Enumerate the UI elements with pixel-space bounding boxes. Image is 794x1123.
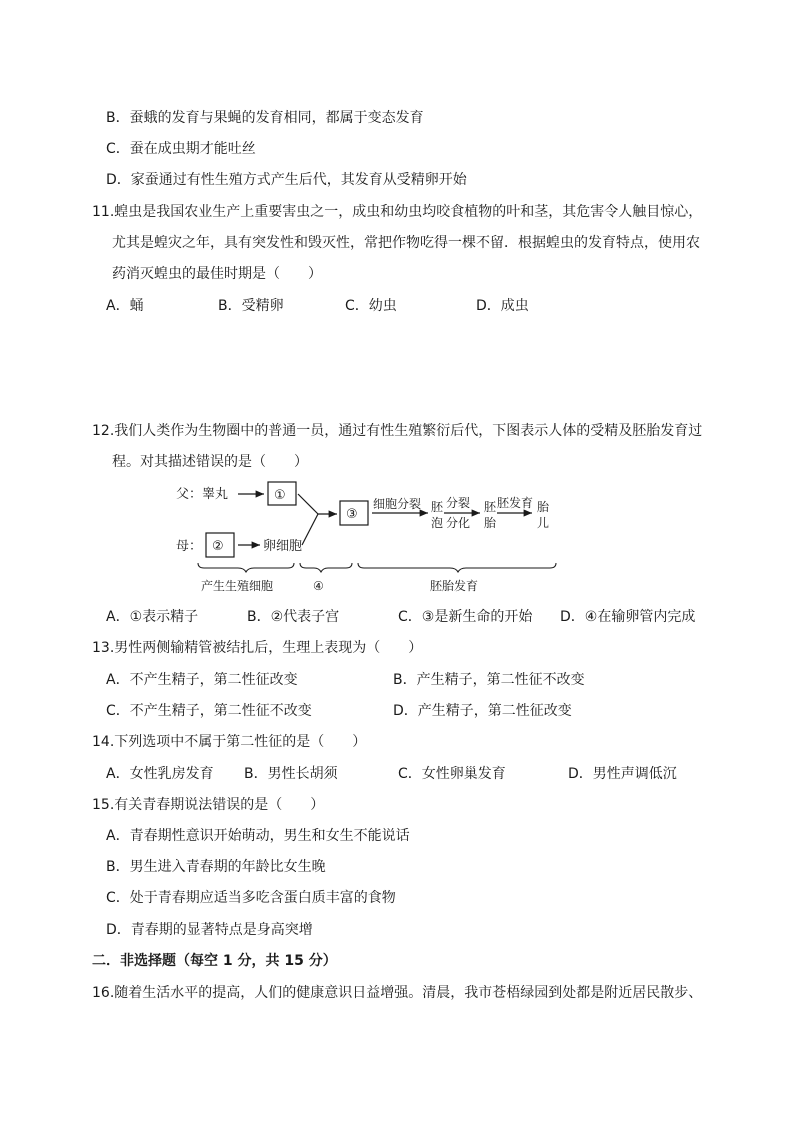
- q14-option-b: B．男性长胡须: [244, 766, 338, 782]
- cell-division-label: 细胞分裂: [373, 497, 422, 511]
- merge-line-top: [298, 494, 318, 514]
- embryo-dev-label: 胚发育: [497, 496, 534, 510]
- q12-option-c: C．③是新生命的开始: [398, 609, 533, 625]
- fetus-bottom: 儿: [537, 516, 550, 530]
- q11-option-b: B．受精卵: [218, 298, 284, 314]
- brace-embryo: [358, 563, 556, 572]
- q13-option-d: D．产生精子，第二性征改变: [393, 703, 572, 719]
- q12-stem-line2: 程。对其描述错误的是（ ）: [112, 454, 308, 470]
- q11-option-d: D．成虫: [476, 298, 529, 314]
- father-testis-label: 父：睾丸: [176, 487, 229, 502]
- brace-embryo-label: 胚胎发育: [430, 579, 479, 593]
- q12-option-a: A．①表示精子: [106, 609, 199, 625]
- mother-label: 母：: [176, 539, 203, 554]
- section-heading: 二．非选择题（每空 1 分，共 15 分）: [92, 953, 337, 969]
- q11-stem-line2: 尤其是蝗灾之年，具有突发性和毁灭性，常把作物吃得一棵不留．根据蝗虫的发育特点，使用农: [112, 235, 700, 251]
- egg-cell-label: 卵细胞: [263, 539, 303, 554]
- blastocyst-bottom: 泡: [431, 516, 444, 530]
- fetus-top: 胎: [537, 500, 550, 514]
- box-2-label: ②: [212, 539, 224, 554]
- q15-option-a: A．青春期性意识开始萌动，男生和女生不能说话: [106, 828, 410, 844]
- q10-option-b: B．蚕蛾的发育与果蝇的发育相同，都属于变态发育: [106, 110, 424, 126]
- embryo-top: 胚: [484, 500, 497, 514]
- differentiate-label: 分化: [446, 516, 471, 530]
- q11-stem-line3: 药消灭蝗虫的最佳时期是（ ）: [112, 266, 322, 282]
- q12-option-b: B．②代表子宫: [247, 609, 340, 625]
- split-label: 分裂: [446, 496, 471, 510]
- q14-option-d: D．男性声调低沉: [568, 766, 677, 782]
- q15-option-c: C．处于青春期应适当多吃含蛋白质丰富的食物: [106, 890, 396, 906]
- blastocyst-top: 胚: [431, 500, 444, 514]
- embryo-bottom: 胎: [484, 516, 497, 530]
- q12-option-d: D．④在输卵管内完成: [560, 609, 696, 625]
- q13-option-a: A．不产生精子，第二性征改变: [106, 672, 298, 688]
- q11-stem-line1: 11.蝗虫是我国农业生产上重要害虫之一，成虫和幼虫均咬食植物的叶和茎，其危害令人触目惊心，: [92, 204, 703, 220]
- q10-option-c: C．蚕在成虫期才能吐丝: [106, 141, 256, 157]
- q14-option-a: A．女性乳房发育: [106, 766, 214, 782]
- q11-option-c: C．幼虫: [345, 298, 397, 314]
- q13-option-c: C．不产生精子，第二性征不改变: [106, 703, 312, 719]
- q16-stem-line1: 16.随着生活水平的提高，人们的健康意识日益增强。清晨，我市苍梧绿园到处都是附近居民散步、: [92, 985, 703, 1001]
- q10-option-d: D．家蚕通过有性生殖方式产生后代，其发育从受精卵开始: [106, 172, 467, 188]
- q13-stem: 13.男性两侧输精管被结扎后，生理上表现为（ ）: [92, 640, 423, 656]
- q13-option-b: B．产生精子，第二性征不改变: [393, 672, 585, 688]
- box-3-label: ③: [346, 507, 358, 522]
- q14-option-c: C．女性卵巢发育: [398, 766, 506, 782]
- brace-fertilization: [300, 563, 352, 572]
- q11-option-a: A．蛹: [106, 298, 144, 314]
- q15-stem: 15.有关青春期说法错误的是（ ）: [92, 797, 325, 813]
- merge-line-bottom: [302, 514, 318, 545]
- brace-fertilization-label: ④: [313, 579, 324, 593]
- q12-stem-line1: 12.我们人类作为生物圈中的普通一员，通过有性生殖繁衍后代，下图表示人体的受精及胚胎发育过: [92, 423, 703, 439]
- brace-gamete-label: 产生生殖细胞: [201, 579, 274, 593]
- brace-gamete: [198, 563, 294, 572]
- q15-option-b: B．男生进入青春期的年龄比女生晚: [106, 859, 326, 875]
- q15-option-d: D．青春期的显著特点是身高突增: [106, 922, 313, 938]
- q14-stem: 14.下列选项中不属于第二性征的是（ ）: [92, 734, 367, 750]
- box-1-label: ①: [274, 488, 286, 503]
